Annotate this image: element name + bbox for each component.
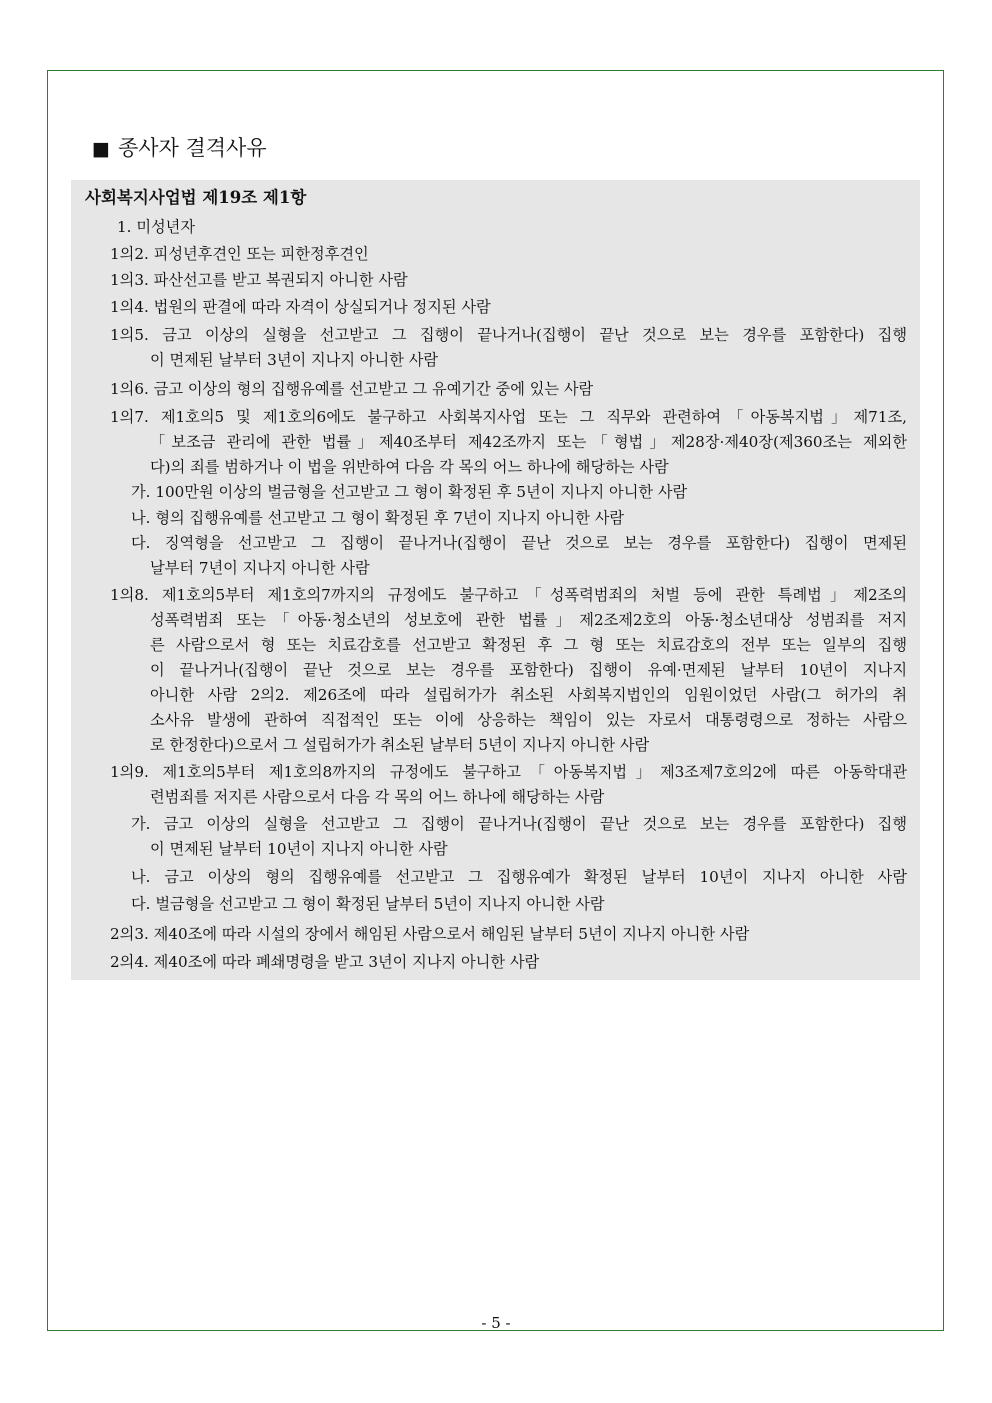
list-item: 1의8. 제1호의5부터 제1호의7까지의 규정에도 불구하고「성폭력범죄의 처벌 등에 관한 특례법」제2조의 성폭력범죄 또는「아동·청소년의 성보호에 관한 법률」제2조제2호의 아동·청소년대상 성범죄를 저지 른 사람으로서 형 또는 치료감호를 선고받고 확정된 후 그 형 또는 치료감호의 전부 또는 일부의 집행 이 끝나거나(집행이 끝난 것으로 보는 경우를 포함한다) 집행이 유예·면제된 날부터 10년이 지나지 아니한 사람 2의2. 제26조에 따라 설립허가가 취소된 사회복지법인의 임원이었던 사람(그 허가의 취 소사유 발생에 관하여 직접적인 또는 이에 상응하는 책임이 있는 자로서 대통령령으로 정하는 사람으 로 한정한다)으로서 그 설립허가가 취소된 날부터 5년이 지나지 아니한 사람 xyxy=(110,586,907,754)
list-item: 1의4. 법원의 판결에 따라 자격이 상실되거나 정지된 사람 xyxy=(110,298,491,316)
list-item: 가. 금고 이상의 실형을 선고받고 그 집행이 끝나거나(집행이 끝난 것으로 보는 경우를 포함한다) 집행 이 면제된 날부터 10년이 지나지 아니한 사람 xyxy=(131,815,907,858)
section-title: 종사자 결격사유 xyxy=(117,136,267,160)
list-item: 2의4. 제40조에 따라 폐쇄명령을 받고 3년이 지나지 아니한 사람 xyxy=(110,953,540,971)
list-item: 1의3. 파산선고를 받고 복권되지 아니한 사람 xyxy=(110,271,408,289)
list-item: 나. 형의 집행유예를 선고받고 그 형이 확정된 후 7년이 지나지 아니한 사람 xyxy=(131,509,625,527)
list-item: 1의7. 제1호의5 및 제1호의6에도 불구하고 사회복지사업 또는 그 직무와 관련하여「아동복지법」제71조, 「보조금 관리에 관한 법률」제40조부터 제42조까지 또는「형법」제28장·제40장(제360조는 제외한 다)의 죄를 범하거나 이 법을 위반하여 다음 각 목의 어느 하나에 해당하는 사람 xyxy=(110,408,907,476)
list-item: 1의6. 금고 이상의 형의 집행유예를 선고받고 그 유예기간 중에 있는 사람 xyxy=(110,380,594,398)
list-item: 가. 100만원 이상의 벌금형을 선고받고 그 형이 확정된 후 5년이 지나지 아니한 사람 xyxy=(131,483,688,501)
list-item: 다. 징역형을 선고받고 그 집행이 끝나거나(집행이 끝난 것으로 보는 경우를 포함한다) 집행이 면제된 날부터 7년이 지나지 아니한 사람 xyxy=(131,534,907,577)
list-item: 1의9. 제1호의5부터 제1호의8까지의 규정에도 불구하고「아동복지법」제3조제7호의2에 따른 아동학대관 련범죄를 저지른 사람으로서 다음 각 목의 어느 하나에 해당하는 사람 xyxy=(110,763,907,806)
section-heading xyxy=(92,134,267,163)
list-item: 2의3. 제40조에 따라 시설의 장에서 해임된 사람으로서 해임된 날부터 5년이 지나지 아니한 사람 xyxy=(110,925,750,943)
list-item: 1의2. 피성년후견인 또는 피한정후견인 xyxy=(110,245,369,263)
list-item: 나. 금고 이상의 형의 집행유예를 선고받고 그 집행유예가 확정된 날부터 10년이 지나지 아니한 사람 xyxy=(131,868,907,886)
list-item: 1. 미성년자 xyxy=(117,218,196,236)
list-item: 다. 벌금형을 선고받고 그 형이 확정된 날부터 5년이 지나지 아니한 사람 xyxy=(131,895,605,913)
list-item: 1의5. 금고 이상의 실형을 선고받고 그 집행이 끝나거나(집행이 끝난 것으로 보는 경우를 포함한다) 집행 이 면제된 날부터 3년이 지나지 아니한 사람 xyxy=(110,326,907,369)
page-number: - 5 - xyxy=(481,1314,511,1332)
square-bullet-icon: ■ xyxy=(92,138,110,160)
law-title: 사회복지사업법 제19조 제1항 xyxy=(85,188,307,207)
